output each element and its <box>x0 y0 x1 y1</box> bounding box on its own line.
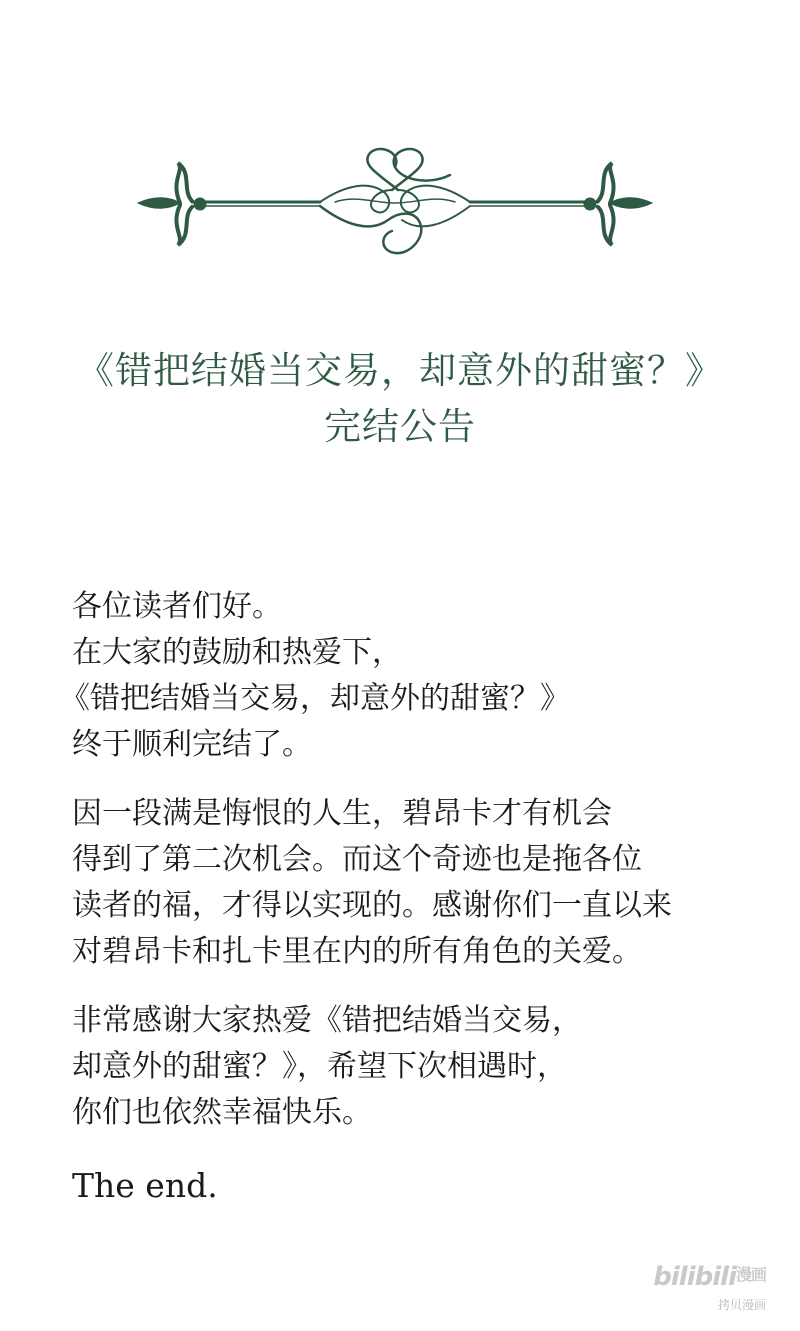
text-line: 却意外的甜蜜？》，希望下次相遇时， <box>72 1049 567 1084</box>
text-line: 读者的福，才得以实现的。感谢你们一直以来 <box>72 888 672 923</box>
text-line: 在大家的鼓励和热爱下， <box>72 635 402 670</box>
page-title: 《错把结婚当交易，却意外的甜蜜？》 <box>77 349 723 392</box>
text-line: 因一段满是悔恨的人生，碧昂卡才有机会 <box>72 796 612 831</box>
text-line: 《错把结婚当交易，却意外的甜蜜？》 <box>60 681 570 716</box>
watermark-brand-suffix: 漫画 <box>735 1265 766 1284</box>
text-line: 各位读者们好。 <box>72 589 282 624</box>
watermark-logo <box>653 1262 766 1312</box>
text-line: 终于顺利完结了。 <box>72 727 312 762</box>
text-line: 对碧昂卡和扎卡里在内的所有角色的关爱。 <box>72 934 642 969</box>
text-line: 得到了第二次机会。而这个奇迹也是拖各位 <box>72 842 642 877</box>
flourish-divider-icon <box>130 145 660 265</box>
closing-text: The end. <box>72 1166 218 1205</box>
greeting-paragraph <box>60 584 772 768</box>
watermark-brand: bilibili <box>653 1262 736 1292</box>
watermark-caption: 拷贝漫画 <box>717 1298 766 1312</box>
thanks-paragraph <box>72 998 772 1136</box>
page-subtitle: 完结公告 <box>324 405 476 448</box>
story-paragraph <box>72 791 772 975</box>
text-line: 非常感谢大家热爱《错把结婚当交易， <box>72 1003 582 1038</box>
text-line: 你们也依然幸福快乐。 <box>72 1095 372 1130</box>
